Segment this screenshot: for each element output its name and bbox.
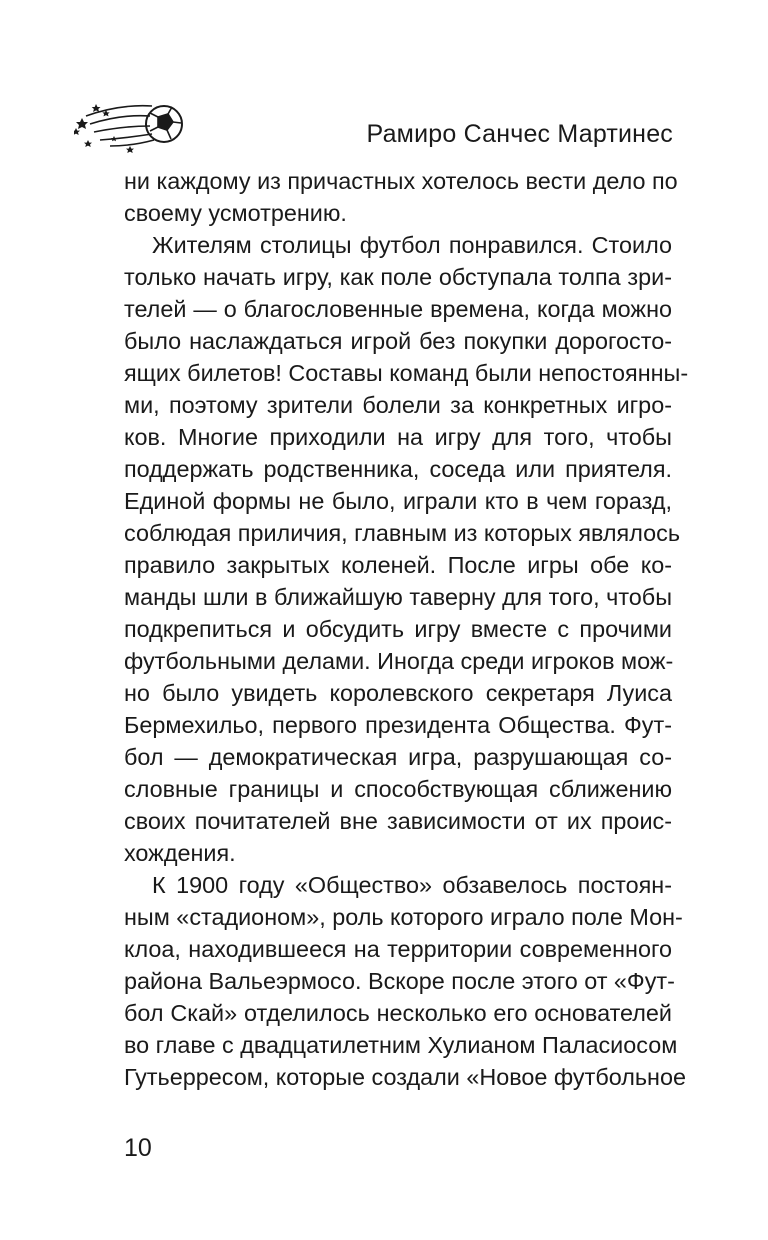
text-line: соблюдая приличия, главным из которых являлось (124, 520, 681, 546)
text-line: только начать игру, как поле обступала толпа зри- (124, 264, 672, 290)
text-line: ящих билетов! Составы команд были непостоянны- (124, 360, 689, 386)
text-line: Гутьерресом, которые создали «Новое футбольное (124, 1064, 686, 1090)
soccer-ball-stars-icon (74, 96, 184, 158)
text-line: словные границы и способствующая сближению (124, 776, 672, 802)
text-line: подкрепиться и обсудить игру вместе с прочими (124, 616, 672, 642)
text-line: ни каждому из причастных хотелось вести дело по (124, 168, 678, 194)
text-line: бол — демократическая игра, разрушающая со- (124, 744, 672, 770)
text-line: хождения. (124, 840, 236, 866)
text-line: бол Скай» отделилось несколько его основателей (124, 1000, 672, 1026)
page-number: 10 (124, 1134, 152, 1162)
text-line: поддержать родственника, соседа или приятеля. (124, 456, 672, 482)
text-line: правило закрытых коленей. После игры обе ко- (124, 552, 672, 578)
text-line: своих почитателей вне зависимости от их проис- (124, 808, 672, 834)
text-line: Бермехильо, первого президента Общества. Фут- (124, 712, 672, 738)
text-line: телей — о благословенные времена, когда можно (124, 296, 672, 322)
text-line: ков. Многие приходили на игру для того, чтобы (124, 424, 672, 450)
text-line: ным «стадионом», роль которого играло поле Мон- (124, 904, 683, 930)
text-line: футбольными делами. Иногда среди игроков мож- (124, 648, 674, 674)
running-header-author: Рамиро Санчес Мартинес (366, 120, 673, 148)
text-line: своему усмотрению. (124, 200, 347, 226)
text-line: Жителям столицы футбол понравился. Стоило (152, 232, 672, 258)
text-line: К 1900 году «Общество» обзавелось постоян- (152, 872, 672, 898)
text-line: ми, поэтому зрители болели за конкретных игро- (124, 392, 672, 418)
text-line: но было увидеть королевского секретаря Луиса (124, 680, 672, 706)
text-line: манды шли в ближайшую таверну для того, чтобы (124, 584, 672, 610)
text-line: Единой формы не было, играли кто в чем горазд, (124, 488, 672, 514)
text-line: во главе с двадцатилетним Хулианом Паласиосом (124, 1032, 678, 1058)
text-line: было наслаждаться игрой без покупки дорогосто- (124, 328, 672, 354)
text-line: района Вальеэрмосо. Вскоре после этого от «Фут- (124, 968, 675, 994)
text-line: клоа, находившееся на территории современного (124, 936, 672, 962)
